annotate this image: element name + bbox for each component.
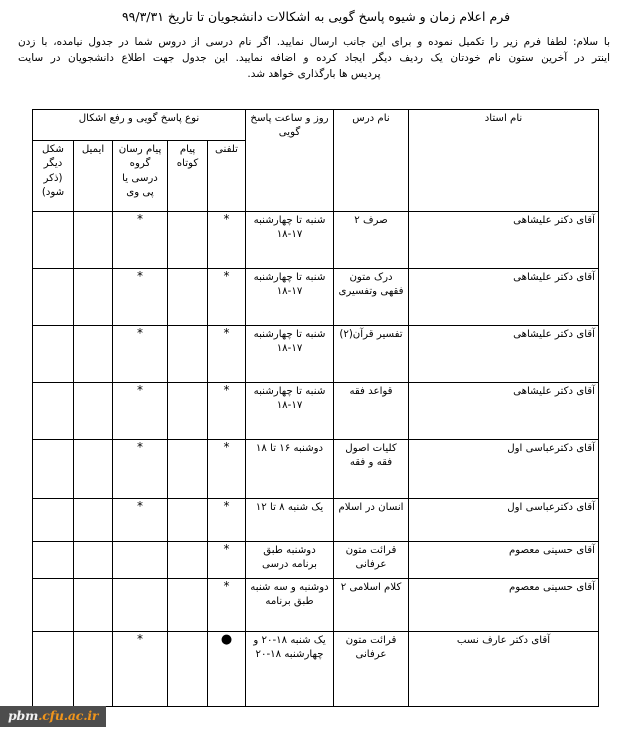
cell-email[interactable] xyxy=(74,269,113,326)
table-row xyxy=(33,499,599,542)
intro-line-2: اینتر در آخرین ستون نام خودتان یک ردیف دیگر ایجاد کرده و اضافه نمایید. این جدول جهت اطلاع دانشجویان در سایت xyxy=(18,52,610,65)
cell-other[interactable] xyxy=(33,499,74,542)
cell-day-time: دوشنبه ۱۶ تا ۱۸ xyxy=(246,440,334,499)
cell-other[interactable] xyxy=(33,326,74,383)
column-header-telephone: تلفنی xyxy=(208,141,246,212)
cell-instructor: آقای دکتر علیشاهی xyxy=(409,326,599,383)
cell-instructor: آقای دکتر علیشاهی xyxy=(409,383,599,440)
cell-email[interactable] xyxy=(74,440,113,499)
asterisk-icon: * xyxy=(223,326,230,340)
table-row xyxy=(33,326,599,383)
cell-sms[interactable] xyxy=(168,579,208,632)
cell-messenger[interactable] xyxy=(113,440,168,499)
column-header-messenger: پیام رسان گروه درسی یا پی وی xyxy=(113,141,168,212)
cell-instructor: آقای دکتر علیشاهی xyxy=(409,212,599,269)
cell-messenger[interactable] xyxy=(113,499,168,542)
asterisk-icon: * xyxy=(137,499,143,513)
cell-messenger[interactable] xyxy=(113,326,168,383)
cell-telephone[interactable] xyxy=(208,579,246,632)
page-title: فرم اعلام زمان و شیوه پاسخ گویی به اشکالات دانشجویان تا تاریخ ۹۹/۳/۳۱ xyxy=(121,9,511,24)
watermark-domain: .cfu.ac.ir xyxy=(38,708,99,723)
table-row xyxy=(33,579,599,632)
cell-email[interactable] xyxy=(74,326,113,383)
asterisk-icon: * xyxy=(137,212,143,226)
cell-course: کلیات اصول فقه و فقه xyxy=(334,440,409,499)
cell-telephone[interactable] xyxy=(208,542,246,579)
cell-telephone[interactable] xyxy=(208,383,246,440)
cell-other[interactable] xyxy=(33,383,74,440)
asterisk-icon: * xyxy=(223,383,230,397)
cell-day-time: شنبه تا چهارشنبه ۱۷-۱۸ xyxy=(246,326,334,383)
cell-messenger[interactable] xyxy=(113,212,168,269)
cell-messenger[interactable] xyxy=(113,579,168,632)
schedule-table xyxy=(32,109,599,707)
column-header-other: شکل دیگر (ذکر شود) xyxy=(33,141,74,212)
bullet-icon: ● xyxy=(220,632,233,647)
cell-day-time: شنبه تا چهارشنبه ۱۷-۱۸ xyxy=(246,383,334,440)
cell-other[interactable] xyxy=(33,212,74,269)
watermark-prefix: pbm xyxy=(8,708,39,723)
cell-instructor: آقای حسینی معصوم xyxy=(409,542,599,579)
cell-email[interactable] xyxy=(74,383,113,440)
cell-email[interactable] xyxy=(74,632,113,707)
cell-day-time: دوشنبه طبق برنامه درسی xyxy=(246,542,334,579)
cell-telephone[interactable] xyxy=(208,440,246,499)
cell-course: تفسیر قرآن(۲) xyxy=(334,326,409,383)
cell-sms[interactable] xyxy=(168,383,208,440)
column-header-response-type-group: نوع پاسخ گویی و رفع اشکال xyxy=(33,110,246,141)
cell-course: قرائت متون عرفانی xyxy=(334,632,409,707)
cell-email[interactable] xyxy=(74,542,113,579)
cell-other[interactable] xyxy=(33,632,74,707)
cell-sms[interactable] xyxy=(168,542,208,579)
cell-telephone[interactable] xyxy=(208,212,246,269)
asterisk-icon: * xyxy=(223,269,230,283)
cell-course: قرائت متون عرفانی xyxy=(334,542,409,579)
cell-course: درک متون فقهی وتفسیری xyxy=(334,269,409,326)
schedule-table-wrapper xyxy=(33,109,599,707)
asterisk-icon: * xyxy=(223,212,230,226)
column-header-email: ایمیل xyxy=(74,141,113,212)
asterisk-icon: * xyxy=(137,383,143,397)
site-watermark xyxy=(0,706,106,727)
cell-email[interactable] xyxy=(74,499,113,542)
cell-sms[interactable] xyxy=(168,212,208,269)
cell-sms[interactable] xyxy=(168,269,208,326)
asterisk-icon: * xyxy=(223,579,230,593)
cell-instructor: آقای دکترعباسی اول xyxy=(409,499,599,542)
table-row xyxy=(33,269,599,326)
cell-telephone[interactable] xyxy=(208,326,246,383)
cell-day-time: شنبه تا چهارشنبه ۱۷-۱۸ xyxy=(246,269,334,326)
table-row xyxy=(33,440,599,499)
cell-telephone[interactable] xyxy=(208,269,246,326)
cell-course: کلام اسلامی ۲ xyxy=(334,579,409,632)
cell-course: قواعد فقه xyxy=(334,383,409,440)
asterisk-icon: * xyxy=(137,269,143,283)
cell-telephone[interactable] xyxy=(208,499,246,542)
cell-day-time: یک شنبه ۱۸-۲۰ و چهارشنبه ۱۸-۲۰ xyxy=(246,632,334,707)
asterisk-icon: * xyxy=(223,440,230,454)
cell-messenger[interactable] xyxy=(113,383,168,440)
cell-instructor: آقای دکتر عارف نسب xyxy=(409,632,599,707)
asterisk-icon: * xyxy=(137,440,143,454)
asterisk-icon: * xyxy=(137,326,143,340)
column-header-course: نام درس xyxy=(334,110,409,212)
cell-course: انسان در اسلام xyxy=(334,499,409,542)
asterisk-icon: * xyxy=(223,542,230,556)
cell-other[interactable] xyxy=(33,269,74,326)
asterisk-icon: * xyxy=(223,499,230,513)
cell-instructor: آقای دکترعباسی اول xyxy=(409,440,599,499)
column-header-instructor: نام استاد xyxy=(409,110,599,212)
cell-messenger[interactable] xyxy=(113,269,168,326)
table-row xyxy=(33,632,599,707)
document-page xyxy=(0,9,632,743)
cell-email[interactable] xyxy=(74,579,113,632)
table-row xyxy=(33,212,599,269)
cell-instructor: آقای حسینی معصوم xyxy=(409,579,599,632)
table-row xyxy=(33,383,599,440)
cell-day-time: دوشنبه و سه شنبه طبق برنامه xyxy=(246,579,334,632)
column-header-day-time: روز و ساعت پاسخ گویی xyxy=(246,110,334,212)
intro-paragraph xyxy=(0,34,632,83)
table-head xyxy=(33,110,599,212)
cell-other[interactable] xyxy=(33,579,74,632)
table-header-row-1 xyxy=(33,110,599,141)
cell-day-time: یک شنبه ۸ تا ۱۲ xyxy=(246,499,334,542)
cell-day-time: شنبه تا چهارشنبه ۱۷-۱۸ xyxy=(246,212,334,269)
cell-messenger[interactable] xyxy=(113,542,168,579)
cell-sms[interactable] xyxy=(168,632,208,707)
column-header-sms: پیام کوتاه xyxy=(168,141,208,212)
table-body xyxy=(33,212,599,707)
cell-instructor: آقای دکتر علیشاهی xyxy=(409,269,599,326)
intro-line-1: با سلام: لطفا فرم زیر را تکمیل نموده و برای این جانب ارسال نمایید. اگر نام درسی از دروس شما در جدول نیامده، با زدن xyxy=(18,36,610,48)
cell-sms[interactable] xyxy=(168,440,208,499)
cell-messenger[interactable] xyxy=(113,632,168,707)
asterisk-icon: * xyxy=(137,632,143,646)
intro-line-3: پردیس ها بارگذاری خواهد شد. xyxy=(247,68,381,81)
table-row xyxy=(33,542,599,579)
cell-course: صرف ۲ xyxy=(334,212,409,269)
cell-sms[interactable] xyxy=(168,499,208,542)
cell-telephone[interactable] xyxy=(208,632,246,707)
cell-other[interactable] xyxy=(33,440,74,499)
cell-sms[interactable] xyxy=(168,326,208,383)
cell-other[interactable] xyxy=(33,542,74,579)
cell-email[interactable] xyxy=(74,212,113,269)
